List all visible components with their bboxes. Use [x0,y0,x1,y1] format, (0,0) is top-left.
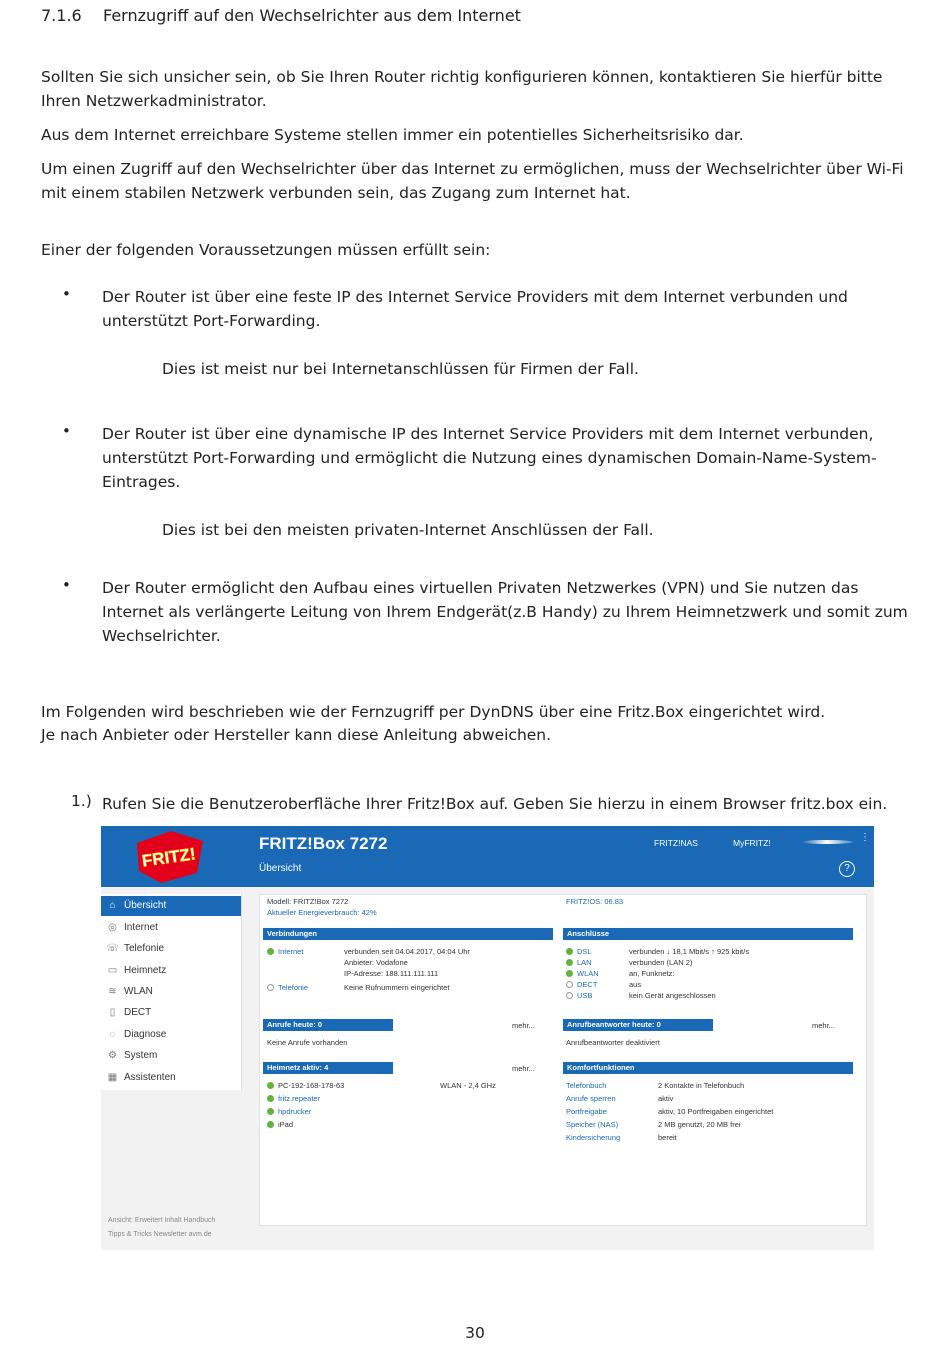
wizard-icon: ▦ [107,1072,118,1083]
connection-value: verbunden seit 04.04.2017, 04:04 Uhr [344,947,470,956]
status-led-icon [566,948,573,955]
energy-label[interactable]: Aktueller Energieverbrauch: 42% [267,908,377,917]
fritzbox-title: FRITZ!Box 7272 [259,834,388,853]
sidebar-item-telefonie[interactable] [101,939,241,959]
section-heading [41,4,521,28]
port-value: verbunden (LAN 2) [629,958,693,967]
port-name: DSL [577,947,592,956]
fritz-sidebar [101,894,242,1090]
bullet-text-3: Der Router ermöglicht den Aufbau eines virtuellen Privaten Netzwerkes (VPN) und Sie nutzen das Internet als verlängerte Leitung von Ihrem Endgerät(z.B Handy) zu Ihrem Heimnetzwerk und somit zum Wechselrichter. [102,579,908,645]
sidebar-item-label: Übersicht [124,900,167,911]
connection-value: Anbieter: Vodafone [344,958,408,967]
section-title: Fernzugriff auf den Wechselrichter aus dem Internet [103,6,521,25]
footer-links-row-2[interactable]: Tipps & Tricks Newsletter avm.de [108,1231,212,1238]
following-line-2: Je nach Anbieter oder Hersteller kann diese Anleitung abweichen. [41,726,552,744]
fritzbox-header [101,826,874,882]
sidebar-item-label: Internet [124,922,158,933]
answering-more-link[interactable]: mehr... [812,1021,835,1030]
bullet-symbol: • [62,285,71,303]
bullet-text-2: Der Router ist über eine dynamische IP des Internet Service Providers mit dem Internet verbunden, unterstützt Port-Forwarding und ermöglicht die Nutzung eines dynamischen Domain-Name-System-Eintrages. [102,425,877,491]
port-lan[interactable] [566,958,592,967]
connection-internet[interactable] [267,947,303,956]
port-name: WLAN [577,969,599,978]
connection-name: Internet [278,947,304,956]
port-wlan[interactable] [566,969,599,978]
calls-more-link[interactable]: mehr... [512,1021,535,1030]
intro-paragraph-3: Um einen Zugriff auf den Wechselrichter über das Internet zu ermöglichen, muss der Wechselrichter über Wi-Fi mit einem stabilen Netzwerk verbunden sein, das Zugang zum Internet hat. [41,160,904,202]
fritzbox-subtitle: Übersicht [259,863,302,874]
comfort-item-block-calls[interactable]: Anrufe sperren [566,1094,616,1103]
port-value: aus [629,980,642,989]
status-led-icon [566,981,573,988]
comfort-item-port-forwarding[interactable]: Portfreigabe [566,1107,607,1116]
sidebar-item-assistenten[interactable] [101,1068,241,1088]
sidebar-item-wlan[interactable] [101,982,241,1002]
sidebar-item-heimnetz[interactable] [101,961,241,981]
help-icon[interactable]: ? [839,861,855,877]
footer-links-row-1[interactable]: Ansicht: Erweitert Inhalt Handbuch [108,1217,216,1224]
step-number: 1.) [71,792,92,810]
menu-dots-icon[interactable]: ⋮ [860,832,870,843]
fritz-nas-link[interactable]: FRITZ!NAS [654,838,698,848]
port-dect[interactable] [566,980,597,989]
comfort-header: Komfortfunktionen [563,1062,853,1074]
following-line-1: Im Folgenden wird beschrieben wie der Fernzugriff per DynDNS über eine Fritz.Box eingerichtet wird. [41,703,826,721]
prerequisite-intro: Einer der folgenden Voraussetzungen müssen erfüllt sein: [41,241,491,259]
intro-paragraph-1: Sollten Sie sich unsicher sein, ob Sie Ihren Router richtig konfigurieren können, kontaktieren Sie hierfür bitte Ihren Netzwerkadministrator. [41,68,883,110]
homenet-device[interactable] [267,1094,320,1103]
comfort-value: 2 Kontakte in Telefonbuch [658,1081,745,1090]
section-number: 7.1.6 [41,6,82,25]
port-usb[interactable] [566,991,592,1000]
homenet-device[interactable] [267,1107,311,1116]
comfort-value: aktiv, 10 Portfreigaben eingerichtet [658,1107,774,1116]
port-name: USB [577,991,593,1000]
sidebar-item-label: Telefonie [124,943,165,954]
wifi-icon: ≋ [108,986,117,997]
diagnose-icon: ◌ [109,1029,116,1040]
network-icon: ▭ [107,965,118,976]
bullet-note-2: Dies ist bei den meisten privaten-Internet Anschlüssen der Fall. [162,521,654,539]
homenet-header: Heimnetz aktiv: 4 [263,1062,393,1074]
globe-icon: ◎ [108,922,117,933]
status-led-icon [267,948,274,955]
connection-value: Keine Rufnummern eingerichtet [344,983,450,992]
fritz-logo [131,829,209,885]
device-name: hpdrucker [278,1107,312,1116]
status-led-icon [267,1095,274,1102]
comfort-item-storage[interactable]: Speicher (NAS) [566,1120,619,1129]
device-connection: WLAN - 2,4 GHz [440,1081,496,1090]
status-led-icon [566,970,573,977]
comfort-value: 2 MB genutzt, 20 MB frei [658,1120,741,1129]
logo-text: FRITZ! [140,844,197,871]
bullet-symbol: • [62,576,71,594]
sidebar-item-diagnose[interactable] [101,1025,241,1045]
connection-value: IP-Adresse: 188.111.111.111 [344,969,439,978]
answering-body: Anrufbeantworter deaktiviert [566,1038,660,1047]
connections-header: Verbindungen [263,928,553,940]
port-value: kein Gerät angeschlossen [629,991,716,1000]
port-name: DECT [577,980,598,989]
model-label: Modell: FRITZ!Box 7272 [267,897,349,906]
port-name: LAN [577,958,592,967]
sidebar-item-uebersicht[interactable] [101,896,241,916]
sidebar-item-label: Diagnose [124,1029,167,1040]
homenet-device [267,1120,293,1129]
bullet-symbol: • [62,422,71,440]
bullet-note-1: Dies ist meist nur bei Internetanschlüssen für Firmen der Fall. [162,360,639,378]
step-text: Rufen Sie die Benutzeroberfläche Ihrer Fritz!Box auf. Geben Sie hierzu in einem Browser fritz.box ein. [102,795,888,813]
fritzbox-screenshot [101,826,874,1250]
page-number: 30 [465,1324,485,1342]
homenet-more-link[interactable]: mehr... [512,1064,535,1073]
status-led-icon [267,984,274,991]
overview-content [259,894,867,1226]
bullet-text-1: Der Router ist über eine feste IP des Internet Service Providers mit dem Internet verbunden und unterstützt Port-Forwarding. [102,288,848,330]
ports-header: Anschlüsse [563,928,853,940]
sidebar-item-system[interactable] [101,1046,241,1066]
phone-icon: ☏ [106,943,119,954]
home-icon: ⌂ [109,900,116,911]
calls-body: Keine Anrufe vorhanden [267,1038,348,1047]
dect-icon: ▯ [109,1007,116,1018]
system-icon: ⚙ [108,1050,117,1061]
calls-header: Anrufe heute: 0 [263,1019,393,1031]
connection-telefonie[interactable] [267,983,308,992]
sidebar-item-label: DECT [124,1007,152,1018]
sidebar-item-dect[interactable] [101,1003,241,1023]
status-led-icon [267,1108,274,1115]
status-led-icon [267,1082,274,1089]
sidebar-item-label: Assistenten [124,1072,176,1083]
sidebar-item-label: Heimnetz [124,965,167,976]
header-band [101,882,874,887]
intro-paragraph-2: Aus dem Internet erreichbare Systeme stellen immer ein potentielles Sicherheitsrisiko dar. [41,126,744,144]
homenet-device [267,1081,344,1090]
device-name: PC-192-168-178-63 [278,1081,345,1090]
sidebar-item-internet[interactable] [101,918,241,938]
fritzos-version[interactable]: FRITZ!OS: 06.83 [566,897,624,906]
port-value: verbunden ↓ 18,1 Mbit/s ↑ 925 kbit/s [629,947,750,956]
swoosh-icon [801,840,853,844]
sidebar-item-label: WLAN [124,986,153,997]
status-led-icon [566,992,573,999]
sidebar-item-label: System [124,1050,158,1061]
port-dsl[interactable] [566,947,592,956]
comfort-item-phonebook[interactable]: Telefonbuch [566,1081,607,1090]
device-name: fritz.repeater [278,1094,321,1103]
comfort-value: aktiv [658,1094,674,1103]
connection-name: Telefonie [278,983,309,992]
answering-header: Anrufbeantworter heute: 0 [563,1019,713,1031]
comfort-value: bereit [658,1133,677,1142]
myfritz-link[interactable]: MyFRITZ! [733,838,771,848]
port-value: an, Funknetz: [629,969,675,978]
device-name: iPad [278,1120,294,1129]
comfort-item-parental-control[interactable]: Kindersicherung [566,1133,621,1142]
status-led-icon [566,959,573,966]
status-led-icon [267,1121,274,1128]
